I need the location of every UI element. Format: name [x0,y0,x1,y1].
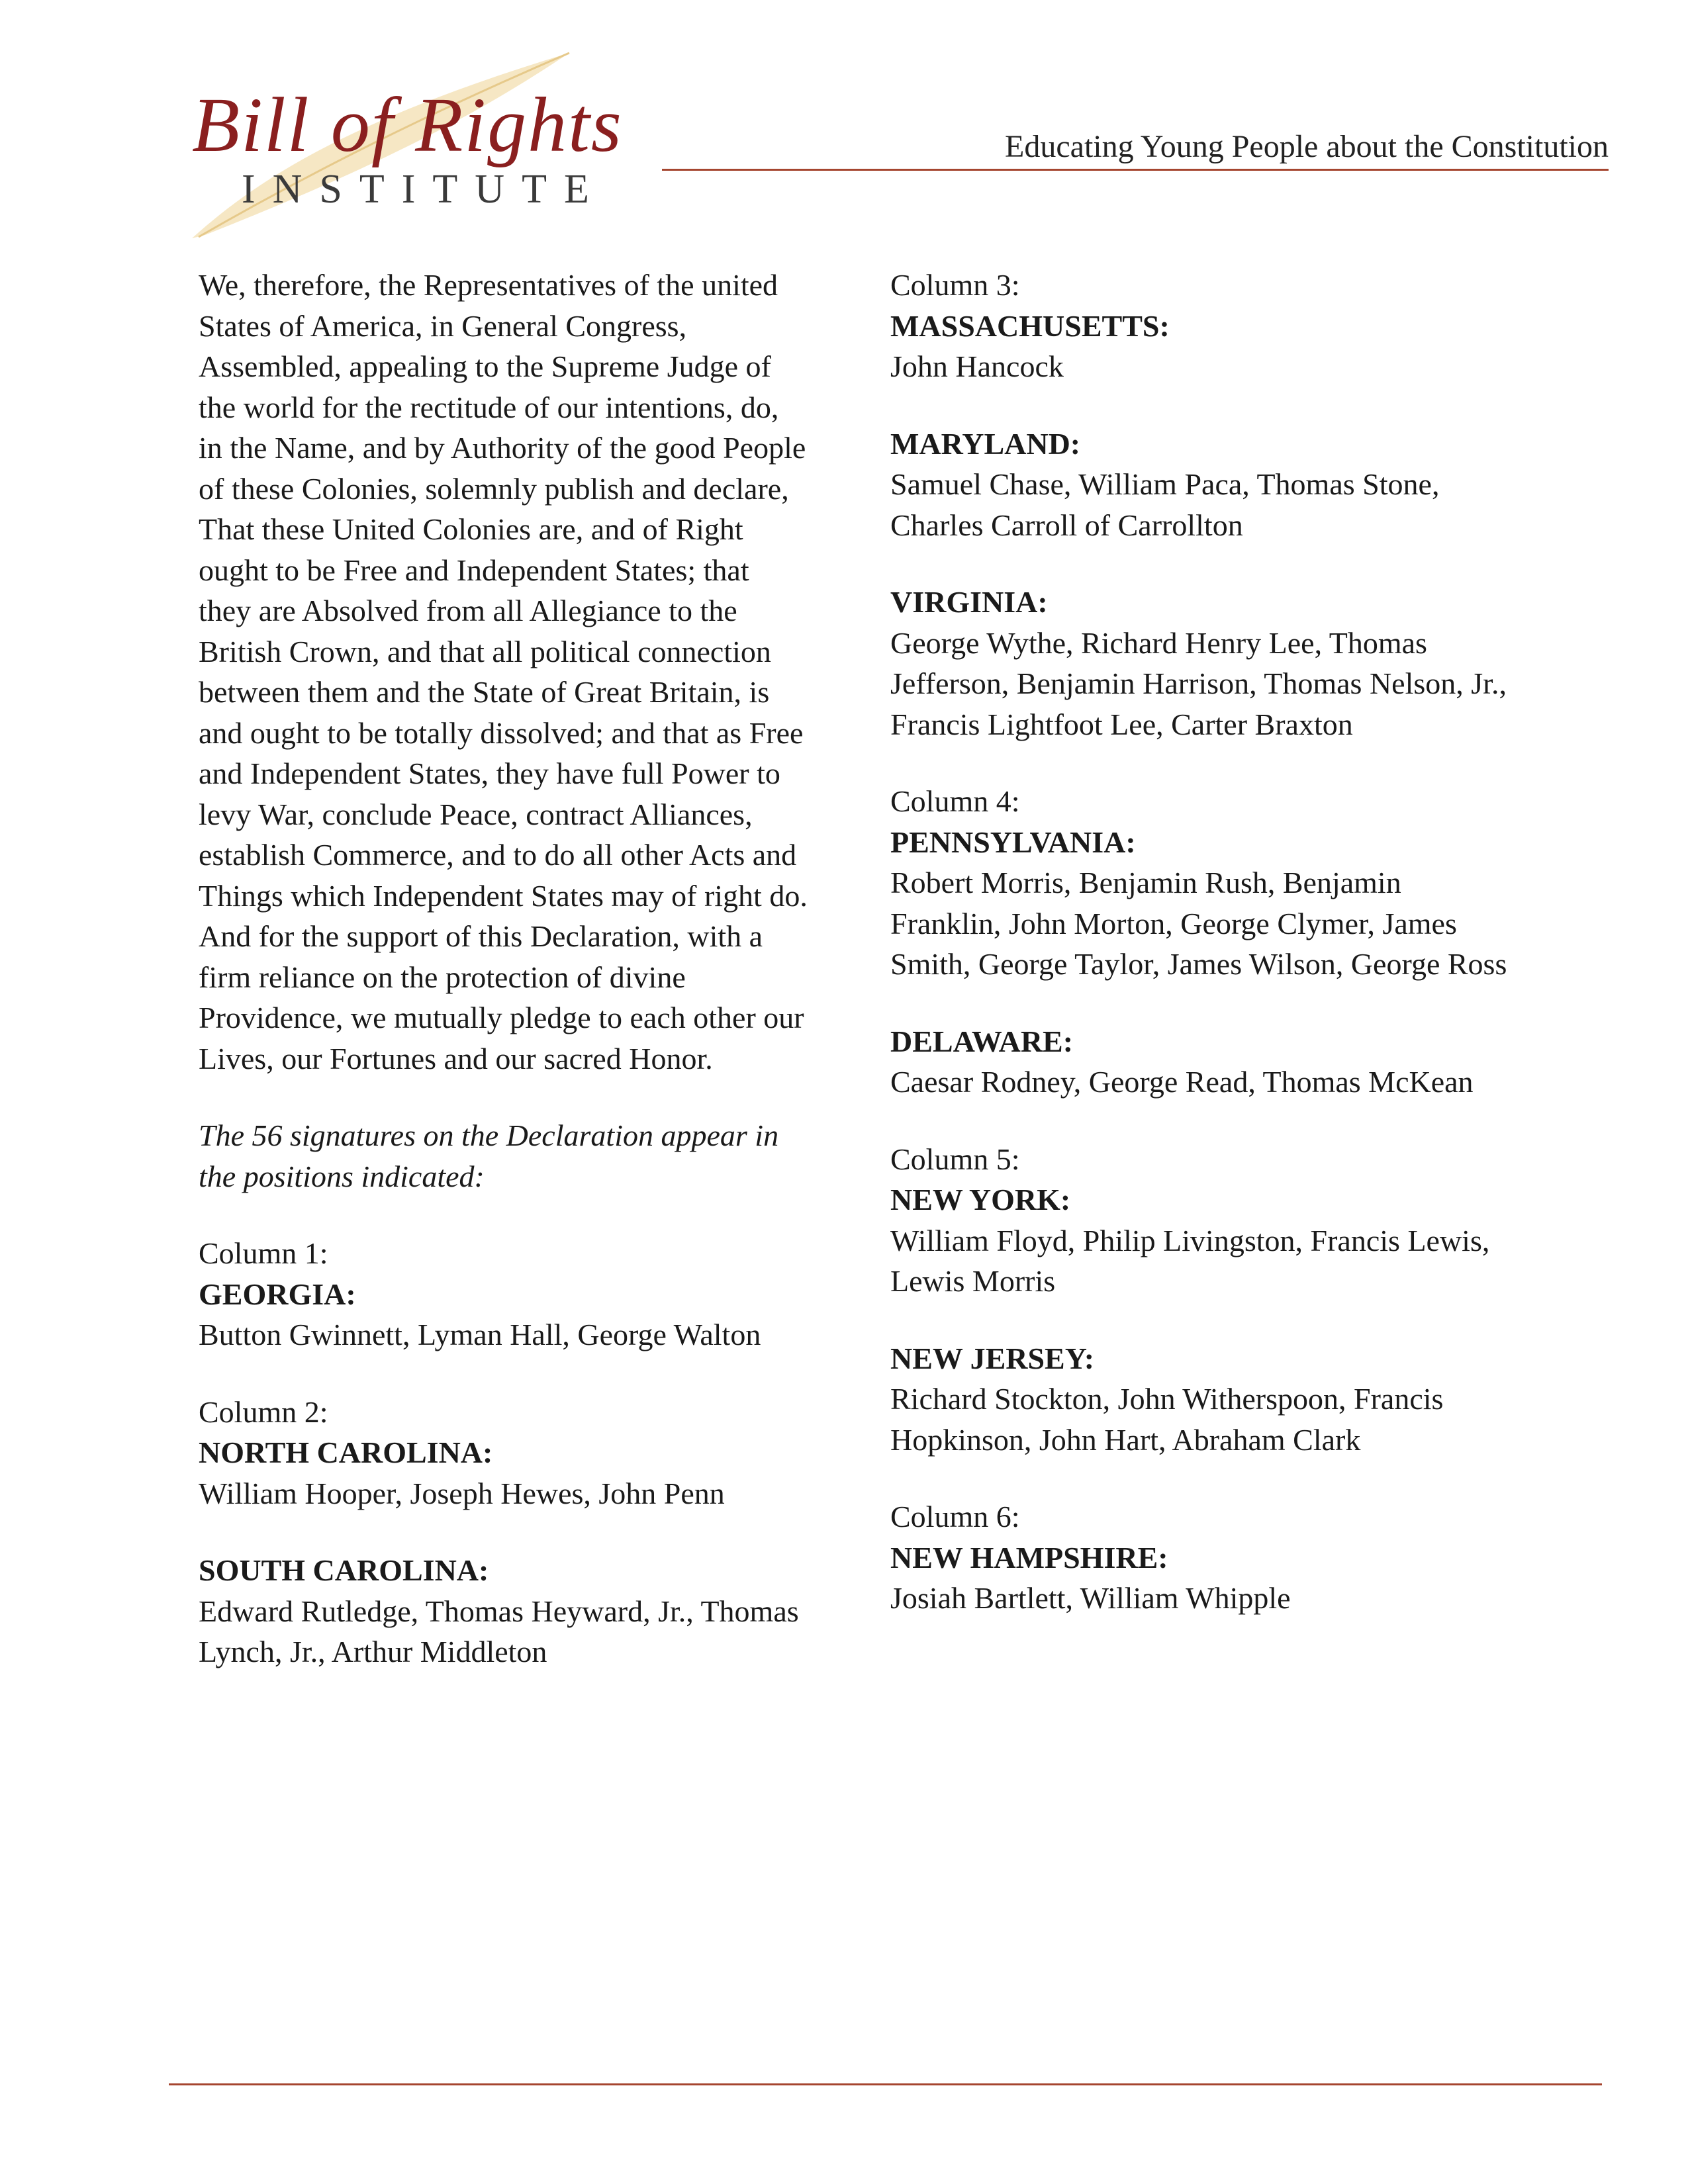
state-name: MASSACHUSETTS: [890,308,1170,343]
state-name: PENNSYLVANIA: [890,825,1136,859]
signer-names: William Floyd, Philip Livingston, Francis Lewis, Lewis Morris [890,1223,1490,1298]
signer-names: William Hooper, Joseph Hewes, John Penn [199,1476,725,1510]
column-label: Column 2: [199,1394,328,1429]
state-name: NEW HAMPSHIRE: [890,1540,1168,1574]
declaration-paragraph: We, therefore, the Representatives of the united States of America, in General Congress, Assembled, appealing to the Supreme Judge of the world for the rectitude of our intentions, do, in the Name, and by Authority of the good People of these Colonies, solemnly publish and declare, That these United Colonies are, and of Right ought to be Free and Independent States; that they are Absolved from all Allegiance to the British Crown, and that all political connection between them and the State of Great Britain, is and ought to be totally dissolved; and that as Free and Independent States, they have full Power to levy War, conclude Peace, contract Alliances, establish Commerce, and to do all other Acts and Things which Independent States may of right do. And for the support of this Declaration, with a firm reliance on the protection of divine Providence, we mutually pledge to each other our Lives, our Fortunes and our sacred Honor. [199,268,808,1075]
state-name: NEW YORK: [890,1183,1071,1216]
state-name: SOUTH CAROLINA: [199,1553,489,1587]
signer-names: Button Gwinnett, Lyman Hall, George Walton [199,1318,761,1351]
signer-names: Samuel Chase, William Paca, Thomas Stone, Charles Carroll of Carrollton [890,467,1440,542]
column-label: Column 1: [199,1236,328,1270]
column-label: Column 6: [890,1500,1020,1533]
header-tagline: Educating Young People about the Constitution [1005,129,1609,164]
state-name: GEORGIA: [199,1277,356,1311]
state-name: MARYLAND: [890,426,1081,461]
state-name: VIRGINIA: [890,585,1048,619]
state-name: DELAWARE: [890,1024,1074,1058]
right-column [890,265,1519,1619]
state-name: NORTH CAROLINA: [199,1435,493,1469]
column-label: Column 4: [890,784,1020,818]
logo [179,46,623,245]
signer-names: Richard Stockton, John Witherspoon, Francis Hopkinson, John Hart, Abraham Clark [890,1382,1444,1457]
signatures-note: The 56 signatures on the Declaration appear in the positions indicated: [199,1118,779,1193]
footer-divider [169,2083,1602,2085]
header-divider [662,169,1609,171]
signer-names: John Hancock [890,349,1064,383]
state-name: NEW JERSEY: [890,1341,1095,1375]
column-label: Column 3: [890,268,1020,302]
logo-institute-text: INSTITUTE [242,167,606,212]
signer-names: Robert Morris, Benjamin Rush, Benjamin Franklin, John Morton, George Clymer, James Smith, George Taylor, James Wilson, George Ross [890,866,1507,981]
left-column [199,265,808,1672]
signer-names: Caesar Rodney, George Read, Thomas McKean [890,1065,1474,1099]
column-label: Column 5: [890,1142,1020,1176]
signer-names: Edward Rutledge, Thomas Heyward, Jr., Thomas Lynch, Jr., Arthur Middleton [199,1594,799,1668]
logo-script-text: Bill of Rights [192,81,623,168]
signer-names: Josiah Bartlett, William Whipple [890,1581,1291,1615]
signer-names: George Wythe, Richard Henry Lee, Thomas Jefferson, Benjamin Harrison, Thomas Nelson, Jr., Francis Lightfoot Lee, Carter Braxton [890,625,1507,741]
